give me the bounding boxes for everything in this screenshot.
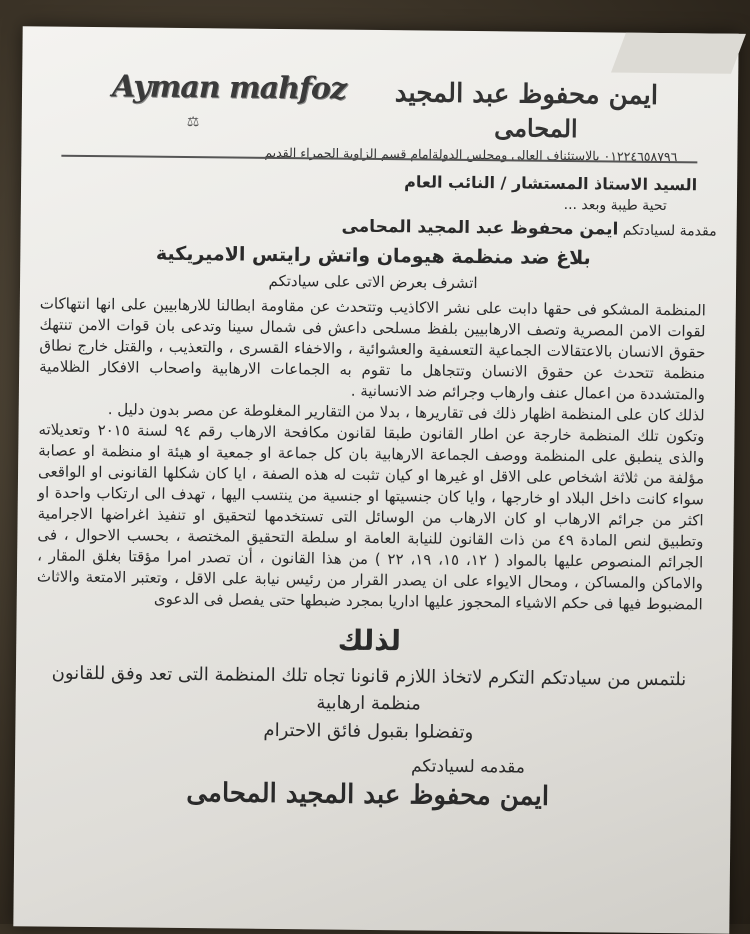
signature-prefix: مقدمه لسيادتكم [410,756,526,778]
letterhead-logo: Ayman mahfoz [111,69,347,107]
closing-line: وتفضلوا بقبول فائق الاحترام [263,719,474,744]
honor-line: اتشرف بعرض الاتى على سيادتكم [268,271,478,293]
paragraph-3: وتكون تلك المنظمة خارجة عن اطار القانون طبقا لقانون مكافحة الارهاب رقم ٩٤ لسنة ٢٠١٥ وتعديلاته والذى ينطبق على المنظمة ووصف الجماعة الارهابية بان كل جماعة او جمعية او هيئة او منظمة او عصابة مؤلفة من ثلاثة اشخاص على الاقل او غيرها او كيان تثبت له هذه الصفة ، ايا كان شكلها القانونى او الواقعى سواء كانت داخل البلاد او خارجها ، وايا كان جنسيتها او جنسية من ينتسب اليها ، تهدف الى ارتكاب واحدة او اكثر من جرائم الارهاب او كان الارهاب من الوسائل التى تستخدمها لتحقيق او تنفيذ اغراضها الاجرامية وتطبيق لنص المادة ٤٩ من ذات القانون للنيابة العامة او سلطة التحقيق المختصة ، بحسب الاحوال ، فى الجرائم المنصوص عليها بالمواد ( ١٢، ١٥، ١٩، ٢٢ ) من هذا القانون ، أن تصدر امرا مؤقتا بغلق المقار ، والاماكن والمساكن ، ومحال الايواء على ان يصدر القرار من رئيس نيابة على الاقل ، وتعتبر الامتعة والاثاث المضبوط فيها فى حكم الاشياء المحجوز عليها اداريا بمجرد ضبطها حتى يفصل فى الدعوى [36,420,705,614]
request-text: نلتمس من سيادتكم التكرم لاتخاذ اللازم قانونا تجاه تلك المنظمة التى تعد وفق للقانون منظمة ارهابية [51,662,687,715]
paper-corner [611,33,746,74]
addressee: السيد الاستاذ المستشار / النائب العام [404,172,698,195]
submitted-by [51,214,717,241]
letter-body [36,169,717,814]
paragraph-2: لذلك كان على المنظمة اظهار ذلك فى تقاريرها ، بدلا من التقارير المغلوطة عن مصر بدون دليل . [107,400,705,425]
scales-icon: ⚖ [186,113,204,131]
submitted-name: ايمن محفوظ عبد المجيد المحامى [341,216,619,240]
greeting: تحية طيبة وبعد ... [563,196,667,215]
conclusion-heading: لذلك [337,623,402,658]
contact-line: ٠١٢٢٤٦٥٨٧٩٦ بالاستئناف العالى ومجلس الدولةامام قسم الزاوية الحمراء القديم [264,144,678,165]
signature-name: ايمن محفوظ عبد المجيد المحامى [186,778,550,812]
letter-page [13,26,738,933]
lawyer-name: ايمن محفوظ عبد المجيد [394,78,659,111]
paragraph-1: المنظمة المشكو فى حقها دابت على نشر الاكاذيب وتتحدث عن مقاومة ابطالنا للارهابيين على انها انتهاكات لقوات الامن المصرية وتصف الارهابيين بلفظ مسلحى داعش فى شمال سينا وتدعى بان قوات الامن تنتهك حقوق الانسان بالاعتقالات الجماعية التعسفية والعشوائية ، والاخفاء القسرى ، والتعذيب ، والقتل خارج نطاق منظمة تتحدث عن حقوق الانسان وتتجاهل ما تقوم به الجماعات الارهابية واصحاب الافكار الظلامية والمتشددة من اعمال عنف وارهاب وجرائم ضد الانسانية . [39,294,706,404]
letterhead [61,67,698,169]
lawyer-title: المحامى [494,113,578,144]
submitted-prefix: مقدمة لسيادتكم [622,222,717,240]
letter-subject: بلاغ ضد منظمة هيومان واتش رايتس الاميريكية [155,242,591,270]
